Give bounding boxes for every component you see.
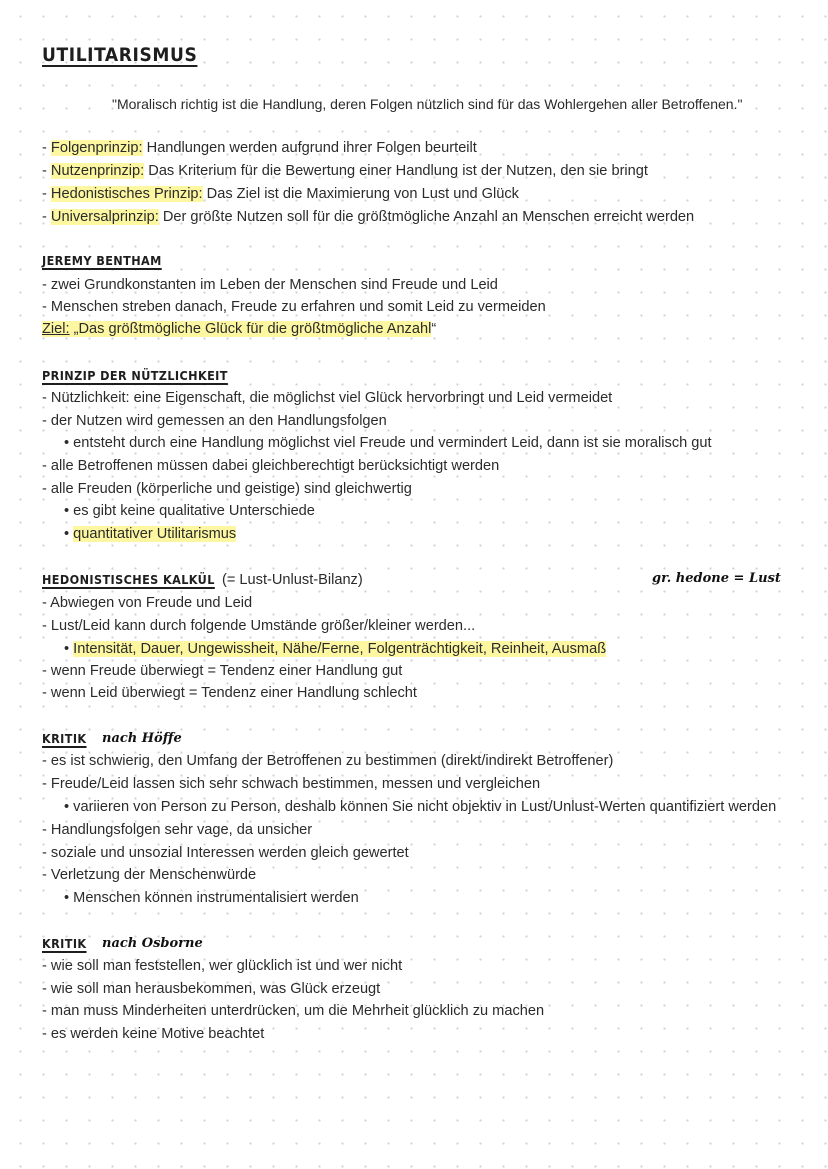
- kalkuel-line: - Abwiegen von Freude und Leid: [42, 595, 253, 611]
- heading-kritik-hoeffe: KRITIK: [42, 731, 87, 746]
- kritik1-bullet: • Menschen können instrumentalisiert werden: [64, 890, 359, 906]
- nutzen-line: - alle Freuden (körperliche und geistige) sind gleichwertig: [42, 481, 412, 497]
- handwritten-note-hedone: gr. hedone = Lust: [652, 571, 781, 586]
- kritik2-line: - wie soll man herausbekommen, was Glück erzeugt: [42, 981, 381, 997]
- kritik2-line: - man muss Minderheiten unterdrücken, um die Mehrheit glücklich zu machen: [42, 1003, 545, 1019]
- principle-hedonistisch: - Hedonistisches Prinzip: Das Ziel ist die Maximierung von Lust und Glück: [42, 186, 519, 202]
- handwritten-note-hoeffe: nach Höffe: [102, 731, 182, 746]
- handwritten-note-osborne: nach Osborne: [102, 936, 203, 951]
- heading-kritik-osborne: KRITIK: [42, 936, 87, 951]
- kritik1-line: - Handlungsfolgen sehr vage, da unsicher: [42, 822, 313, 838]
- nutzen-line: - der Nutzen wird gemessen an den Handlungsfolgen: [42, 413, 387, 429]
- heading-kalkuel: HEDONISTISCHES KALKÜL: [42, 572, 215, 587]
- page-title: UTILITARISMUS: [42, 44, 198, 66]
- kritik2-line: - es werden keine Motive beachtet: [42, 1026, 265, 1042]
- kritik1-line: - Verletzung der Menschenwürde: [42, 867, 257, 883]
- kalkuel-line: - Lust/Leid kann durch folgende Umstände größer/kleiner werden...: [42, 618, 476, 634]
- kritik2-line: - wie soll man feststellen, wer glücklich ist und wer nicht: [42, 958, 403, 974]
- principle-nutzen: - Nutzenprinzip: Das Kriterium für die Bewertung einer Handlung ist der Nutzen, den sie bringt: [42, 163, 648, 179]
- kritik1-line: - es ist schwierig, den Umfang der Betroffenen zu bestimmen (direkt/indirekt Betroffener): [42, 753, 614, 769]
- bentham-goal: Ziel: „Das größtmögliche Glück für die größtmögliche Anzahl“: [42, 321, 437, 337]
- kritik1-line: - Freude/Leid lassen sich sehr schwach bestimmen, messen und vergleichen: [42, 776, 541, 792]
- kalkuel-line: - wenn Freude überwiegt = Tendenz einer Handlung gut: [42, 663, 403, 679]
- nutzen-bullet-highlight: • quantitativer Utilitarismus: [64, 526, 237, 542]
- principle-universal: - Universalprinzip: Der größte Nutzen soll für die größtmögliche Anzahl an Menschen erreicht werden: [42, 209, 695, 225]
- heading-bentham: JEREMY BENTHAM: [42, 253, 162, 268]
- kritik1-bullet: • variieren von Person zu Person, deshalb können Sie nicht objektiv in Lust/Unlust-Werten quantifiziert werden: [64, 799, 777, 815]
- kalkuel-bullet-highlight: • Intensität, Dauer, Ungewissheit, Nähe/Ferne, Folgenträchtigkeit, Reinheit, Ausmaß: [64, 641, 607, 657]
- quote: "Moralisch richtig ist die Handlung, deren Folgen nützlich sind für das Wohlergehen aller Betroffenen.": [112, 96, 743, 112]
- bentham-line: - Menschen streben danach, Freude zu erfahren und somit Leid zu vermeiden: [42, 299, 546, 315]
- kalkuel-subtitle: (= Lust-Unlust-Bilanz): [222, 572, 363, 588]
- nutzen-bullet: • entsteht durch eine Handlung möglichst viel Freude und vermindert Leid, dann ist sie moralisch gut: [64, 435, 712, 451]
- nutzen-line: - alle Betroffenen müssen dabei gleichberechtigt berücksichtigt werden: [42, 458, 500, 474]
- kalkuel-line: - wenn Leid überwiegt = Tendenz einer Handlung schlecht: [42, 685, 417, 701]
- nutzen-bullet: • es gibt keine qualitative Unterschiede: [64, 503, 315, 519]
- bentham-line: - zwei Grundkonstanten im Leben der Menschen sind Freude und Leid: [42, 277, 498, 293]
- nutzen-line: - Nützlichkeit: eine Eigenschaft, die möglichst viel Glück hervorbringt und Leid vermeidet: [42, 390, 613, 406]
- principle-folgen: - Folgenprinzip: Handlungen werden aufgrund ihrer Folgen beurteilt: [42, 140, 477, 156]
- heading-nuetzlichkeit: PRINZIP DER NÜTZLICHKEIT: [42, 368, 228, 383]
- kritik1-line: - soziale und unsozial Interessen werden gleich gewertet: [42, 845, 409, 861]
